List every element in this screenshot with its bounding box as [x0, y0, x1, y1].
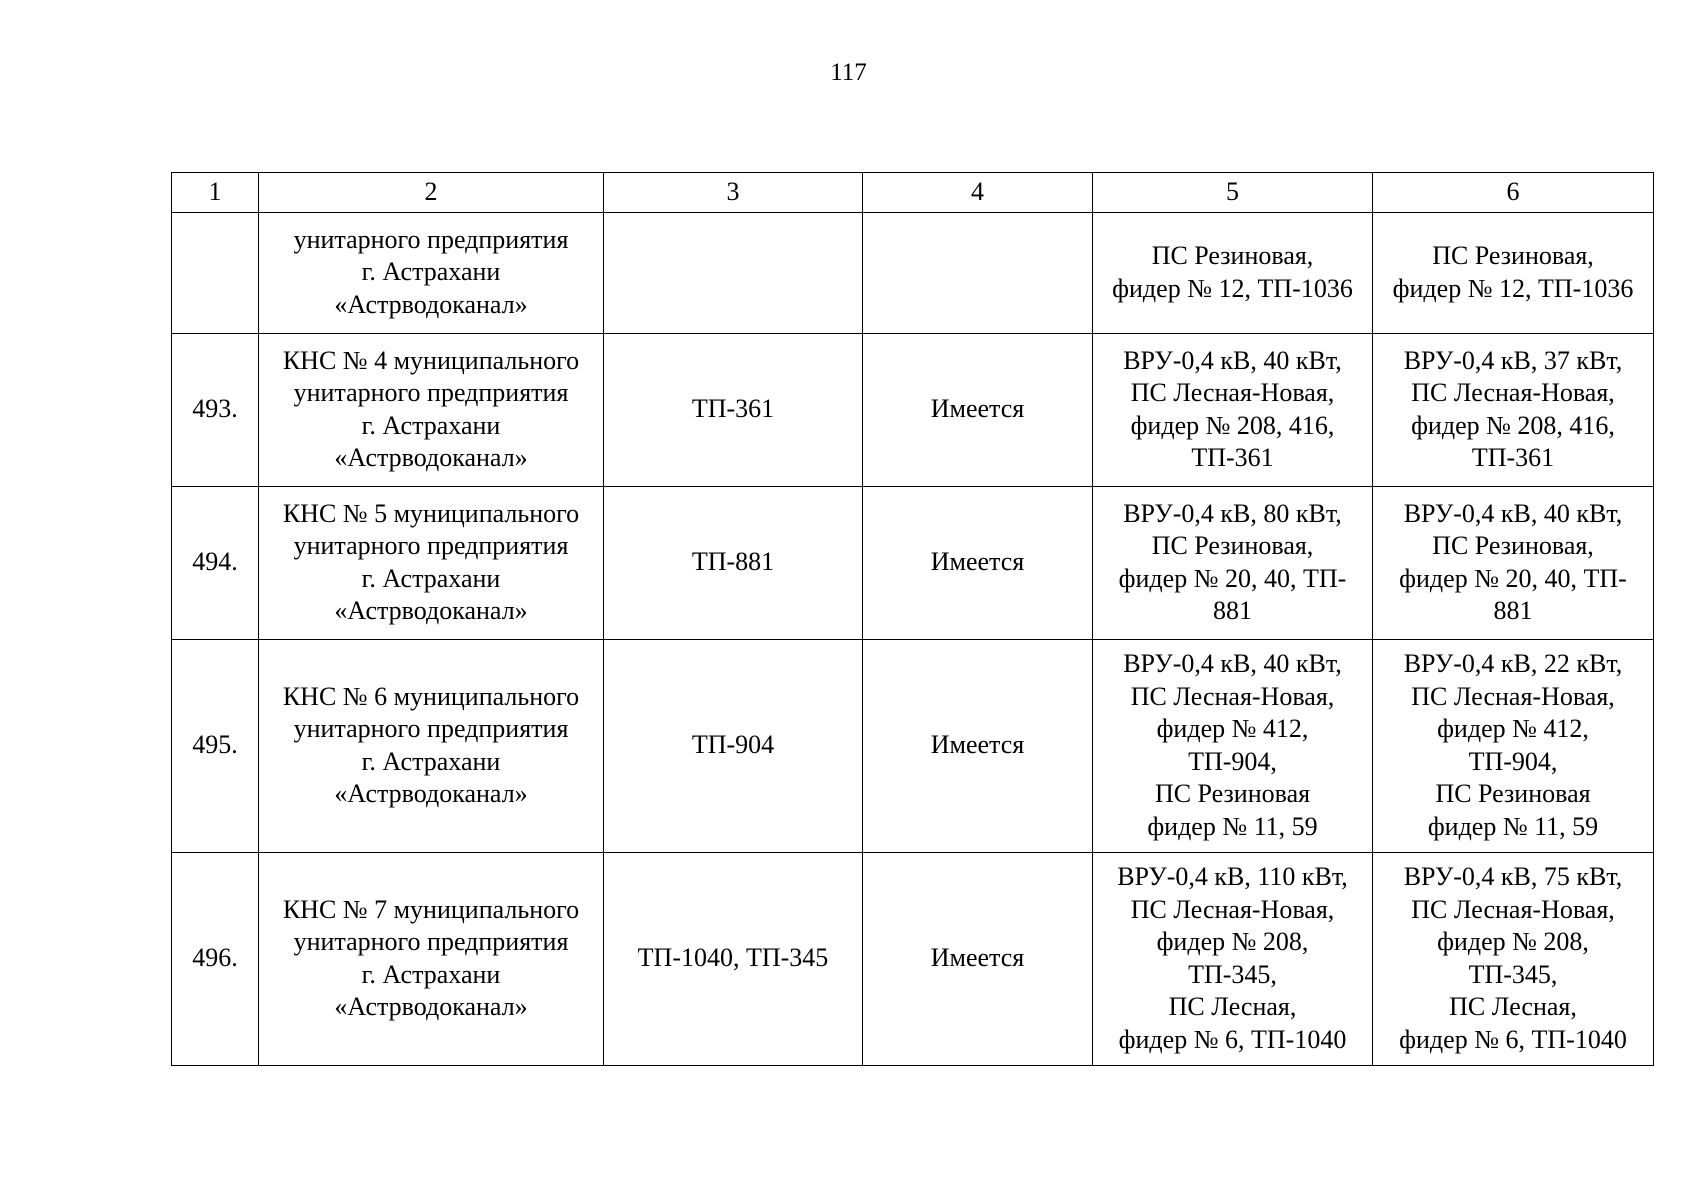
availability-cell: Имеется	[863, 852, 1093, 1065]
transformer-cell: ТП-904	[604, 639, 863, 852]
table-row	[172, 639, 1654, 852]
table-row	[172, 333, 1654, 486]
column-header: 6	[1373, 173, 1654, 213]
power-supply-actual-cell: ВРУ-0,4 кВ, 40 кВт, ПС Резиновая, фидер № 20, 40, ТП- 881	[1373, 486, 1654, 639]
power-supply-cell: ВРУ-0,4 кВ, 80 кВт, ПС Резиновая, фидер № 20, 40, ТП- 881	[1093, 486, 1373, 639]
table-header-row	[172, 173, 1654, 213]
table-row	[172, 486, 1654, 639]
object-name-cell: унитарного предприятия г. Астрахани «Астрводоканал»	[259, 212, 604, 333]
availability-cell: Имеется	[863, 333, 1093, 486]
transformer-cell: ТП-881	[604, 486, 863, 639]
table-row	[172, 212, 1654, 333]
row-number-cell: 496.	[172, 852, 259, 1065]
availability-cell: Имеется	[863, 486, 1093, 639]
row-number-cell: 495.	[172, 639, 259, 852]
power-supply-actual-cell: ПС Резиновая, фидер № 12, ТП-1036	[1373, 212, 1654, 333]
power-supply-actual-cell: ВРУ-0,4 кВ, 37 кВт, ПС Лесная-Новая, фидер № 208, 416, ТП-361	[1373, 333, 1654, 486]
page-number: 117	[830, 59, 867, 86]
power-supply-actual-cell: ВРУ-0,4 кВ, 75 кВт, ПС Лесная-Новая, фидер № 208, ТП-345, ПС Лесная, фидер № 6, ТП-1040	[1373, 852, 1654, 1065]
availability-cell: Имеется	[863, 639, 1093, 852]
transformer-cell	[604, 212, 863, 333]
power-supply-cell: ВРУ-0,4 кВ, 110 кВт, ПС Лесная-Новая, фидер № 208, ТП-345, ПС Лесная, фидер № 6, ТП-1040	[1093, 852, 1373, 1065]
object-name-cell: КНС № 7 муниципального унитарного предприятия г. Астрахани «Астрводоканал»	[259, 852, 604, 1065]
power-supply-actual-cell: ВРУ-0,4 кВ, 22 кВт, ПС Лесная-Новая, фидер № 412, ТП-904, ПС Резиновая фидер № 11, 59	[1373, 639, 1654, 852]
object-name-cell: КНС № 5 муниципального унитарного предприятия г. Астрахани «Астрводоканал»	[259, 486, 604, 639]
row-number-cell: 494.	[172, 486, 259, 639]
column-header: 5	[1093, 173, 1373, 213]
table-row	[172, 852, 1654, 1065]
transformer-cell: ТП-361	[604, 333, 863, 486]
row-number-cell	[172, 212, 259, 333]
data-table	[171, 172, 1654, 1066]
object-name-cell: КНС № 4 муниципального унитарного предприятия г. Астрахани «Астрводоканал»	[259, 333, 604, 486]
power-supply-cell: ПС Резиновая, фидер № 12, ТП-1036	[1093, 212, 1373, 333]
availability-cell	[863, 212, 1093, 333]
object-name-cell: КНС № 6 муниципального унитарного предприятия г. Астрахани «Астрводоканал»	[259, 639, 604, 852]
transformer-cell: ТП-1040, ТП-345	[604, 852, 863, 1065]
column-header: 3	[604, 173, 863, 213]
power-supply-cell: ВРУ-0,4 кВ, 40 кВт, ПС Лесная-Новая, фидер № 208, 416, ТП-361	[1093, 333, 1373, 486]
power-supply-cell: ВРУ-0,4 кВ, 40 кВт, ПС Лесная-Новая, фидер № 412, ТП-904, ПС Резиновая фидер № 11, 59	[1093, 639, 1373, 852]
column-header: 1	[172, 173, 259, 213]
column-header: 4	[863, 173, 1093, 213]
row-number-cell: 493.	[172, 333, 259, 486]
column-header: 2	[259, 173, 604, 213]
